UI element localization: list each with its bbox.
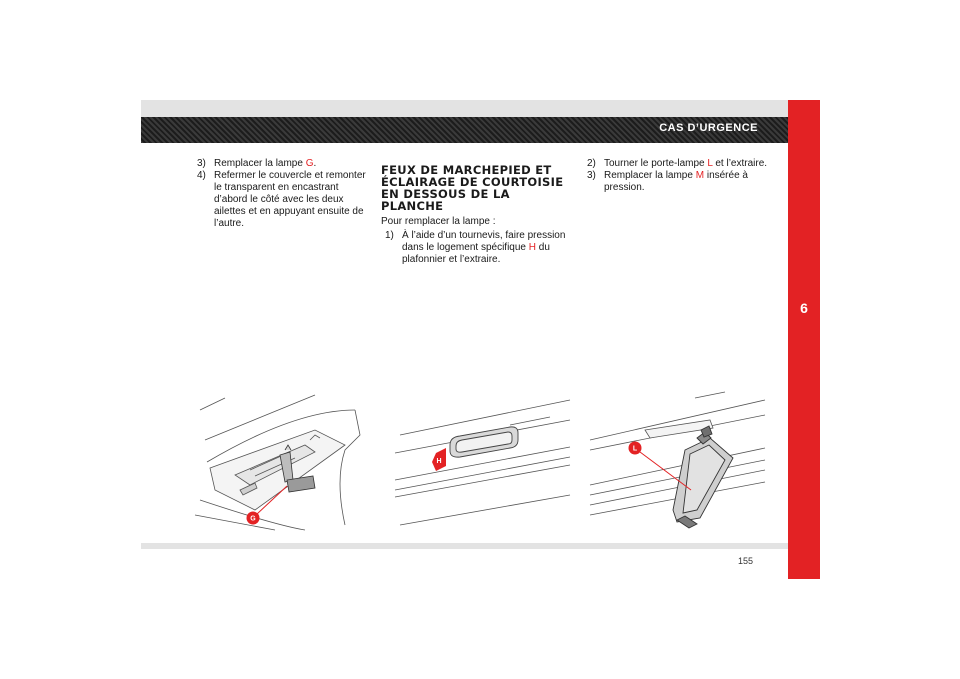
page-number: 155 [738,556,754,566]
callout-label-h: H [436,458,442,465]
step-item [197,158,367,170]
step-text-end: et l’extraire. [712,158,768,169]
step-highlight: L [707,158,713,169]
step-item [587,158,777,170]
step-text: Tourner le porte-lampe [604,158,708,169]
step-text: Remplacer la lampe [604,170,696,181]
section-header-title: CAS D’URGENCE [659,122,758,134]
step-text-end: du plafonnier et l’extraire. [402,242,550,265]
step-text-end: insérée à pression. [604,170,748,193]
step-number: 3) [587,170,596,181]
text-column-1 [197,158,367,230]
step-highlight: M [695,170,705,181]
step-text: Refermer le couvercle et remonter le transparent en encastrant d’abord le côté avec les deux ailettes et en appuyant ensuite de l’autre. [214,170,366,229]
intro-text: Pour remplacer la lampe : [381,216,496,227]
step-highlight: H [528,242,536,253]
step-text-end: . [313,158,317,169]
text-column-2 [381,164,571,266]
step-number: 1) [385,230,394,241]
figure-lamp-g [195,390,385,530]
step-number: 4) [197,170,206,181]
figure-lamp-h [390,395,575,530]
bottom-band [141,543,788,549]
section-title: FEUX DE MARCHEPIED ET ÉCLAIRAGE DE COURTOISIE EN DESSOUS DE LA PLANCHE [381,163,564,213]
step-number: 3) [197,158,206,169]
header-bar [141,117,788,143]
step-item [587,170,777,194]
chapter-tab [788,100,820,579]
step-text: Remplacer la lampe [214,158,306,169]
step-number: 2) [587,158,596,169]
top-band [141,100,788,117]
step-item [197,170,367,230]
text-column-3 [587,158,777,194]
callout-label-l: L [632,445,638,453]
step-item [385,230,571,266]
step-text: À l’aide d’un tournevis, faire pression dans le logement spécifique [402,230,566,253]
chapter-number: 6 [800,300,808,316]
figure-lamp-l [585,390,770,535]
step-highlight: G [305,158,314,169]
callout-label-g: G [250,515,256,523]
